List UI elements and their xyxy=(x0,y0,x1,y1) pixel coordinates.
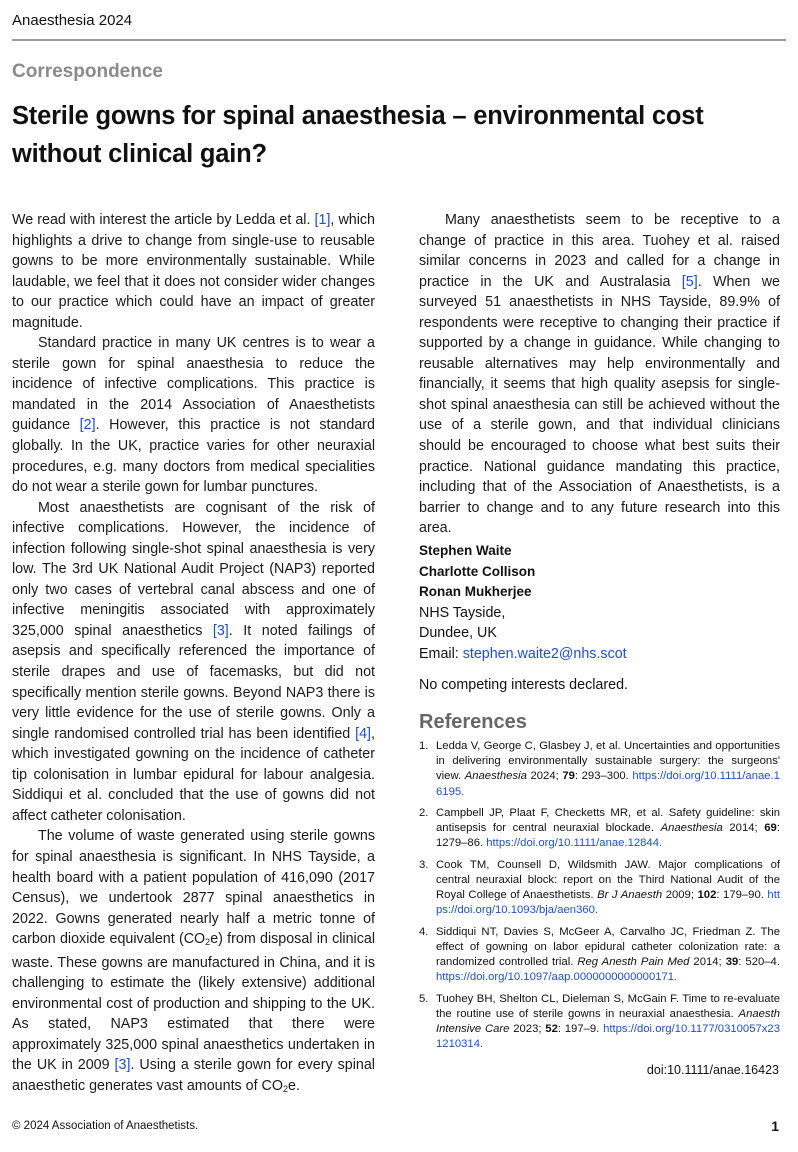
citation-link[interactable]: [3] xyxy=(114,1057,131,1074)
author-name: Ronan Mukherjee xyxy=(419,584,532,599)
author-name: Stephen Waite xyxy=(419,543,512,558)
reference-doi-link[interactable]: https://doi.org/10.1177/0310057x231210314. xyxy=(436,1023,780,1051)
citation-link[interactable]: [2] xyxy=(79,417,96,434)
email-link[interactable]: stephen.waite2@nhs.scot xyxy=(462,645,627,662)
author-name: Charlotte Collison xyxy=(419,563,536,579)
city: Dundee, UK xyxy=(419,625,497,641)
reference-list xyxy=(419,739,780,1059)
reference-doi-link[interactable]: https://doi.org/10.1111/anae.16195. xyxy=(436,770,780,798)
affiliation: NHS Tayside, xyxy=(419,604,506,621)
paragraph: Many anaesthetists seem to be receptive to a change of practice in this area. Tuohey et al. raised similar concerns in 2023 and called for a change in practice in the UK and Australasia [5]. When we surveyed 51 anaesthetists in NHS Tayside, 89.9% of respondents were receptive to changing their practice if supported by a change in guidance. While changing to reusable alternatives may help environmentally and financially, it seems that high quality asepsis for single-shot spinal anaesthesia can still be achieved without the use of a sterile gown, and that individual clinicians should be encouraged to choose what best suits their practice. National guidance mandating this practice, including that of the Association of Anaesthetists, is a barrier to change and to any future research into this area. xyxy=(419,212,780,537)
header-divider xyxy=(12,39,786,41)
paragraph: Standard practice in many UK centres is to wear a sterile gown for spinal anaesthesia to reduce the incidence of infective complications. This practice is mandated in the 2014 Association of Anaesthetists guidance [2]. However, this practice is not standard globally. In the UK, practice varies for other neuraxial procedures, e.g. many doctors from medical specialities do not wear a sterile gown for lumbar punctures. xyxy=(12,335,375,496)
reference-item: 3. Cook TM, Counsell D, Wildsmith JAW. Major complications of central neuraxial block: report on the Third National Audit of the Royal College of Anaesthetists. Br J Anaesth 2009; 102: 179–90. https://doi.org/10.1093/bja/aen360. xyxy=(419,858,780,917)
copyright: © 2024 Association of Anaesthetists. xyxy=(12,1120,199,1132)
reference-item: 1. Ledda V, George C, Glasbey J, et al. Uncertainties and opportunities in delivering environmentally sustainable surgery: the surgeons' view. Anaesthesia 2024; 79: 293–300. https://doi.org/10.1111/anae.16195. xyxy=(419,740,780,798)
reference-doi-link[interactable]: https://doi.org/10.1093/bja/aen360. xyxy=(436,889,780,917)
citation-link[interactable]: [5] xyxy=(681,273,698,290)
paragraph: We read with interest the article by Ledda et al. [1], which highlights a drive to change from single-use to reusable gowns to be more environmentally sustainable. While laudable, we feel that it does not consider wider changes to our practice which could have an impact of greater magnitude. xyxy=(12,212,375,331)
journal-name: Anaesthesia 2024 xyxy=(12,12,133,29)
email-line: Email: stephen.waite2@nhs.scot xyxy=(419,645,627,662)
right-column xyxy=(419,210,780,539)
paragraph: The volume of waste generated using sterile gowns for spinal anaesthesia is significant. In NHS Tayside, a health board with a patient population of 416,090 (2017 Census), we undertook 2877 spinal anaesthetics in 2022. Gowns generated nearly half a metric tonne of carbon dioxide equivalent $(CO_2e)$ from disposal in clinical waste. These gowns are manufactured in China, and it is challenging to estimate the (likely extensive) additional environmental cost of production and shipping to the UK. As stated, NAP3 estimated that there were approximately 325,000 spinal anaesthetics undertaken in the UK in 2009 [3]. Using a sterile gown for every spinal anaesthetic generates vast amounts of $CO_2e$. xyxy=(12,828,375,1094)
reference-doi-link[interactable]: https://doi.org/10.1097/aap.0000000000000171. xyxy=(436,971,678,984)
reference-item: 5. Tuohey BH, Shelton CL, Dieleman S, McGain F. Time to re-evaluate the routine use of sterile gowns in neuraxial anaesthesia. Anaesth Intensive Care 2023; 52: 197–9. https://doi.org/10.1177/0310057x231210314. xyxy=(419,992,780,1051)
author-block xyxy=(419,541,780,664)
page-number: 1 xyxy=(771,1118,779,1134)
article-doi: doi:10.1111/anae.16423 xyxy=(646,1063,779,1077)
left-column xyxy=(12,210,375,1100)
citation-link[interactable]: [4] xyxy=(355,725,372,742)
paragraph: Most anaesthetists are cognisant of the risk of infective complications. However, the incidence of infection following single-shot spinal anaesthesia is very low. The 3rd UK National Audit Project (NAP3) reported only two cases of vertebral canal abscess and one of infective meningitis associated with approximately 325,000 spinal anaesthetics [3]. It noted failings of asepsis and specifically referenced the importance of sterile drapes and use of facemasks, but did not specifically mention sterile gowns. Beyond NAP3 there is very little evidence for the use of sterile gowns. Only a single randomised controlled trial has been identified [4], which investigated gowning on the incidence of catheter tip colonisation in lumbar epidural for labour analgesia. Siddiqui et al. concluded that the use of gowns did not affect catheter colonisation. xyxy=(12,499,375,824)
competing-interests: No competing interests declared. xyxy=(419,677,629,693)
citation-link[interactable]: [3] xyxy=(212,622,229,639)
reference-item: 4. Siddiqui NT, Davies S, McGeer A, Carvalho JC, Friedman Z. The effect of gowning on labor epidural catheter colonization rate: a randomized controlled trial. Reg Anesth Pain Med 2014; 39: 520–4. https://doi.org/10.1097/aap.0000000000000171. xyxy=(419,925,780,984)
reference-item: 2. Campbell JP, Plaat F, Checketts MR, et al. Safety guideline: skin antisepsis for central neuraxial blockade. Anaesthesia 2014; 69: 1279–86. https://doi.org/10.1111/anae.12844. xyxy=(419,807,780,850)
references-heading: References xyxy=(419,711,527,733)
article-title: Sterile gowns for spinal anaesthesia – environmental cost without clinical gain? xyxy=(12,102,704,168)
section-label: Correspondence xyxy=(12,61,163,82)
citation-link[interactable]: [1] xyxy=(314,212,331,228)
reference-doi-link[interactable]: https://doi.org/10.1111/anae.12844. xyxy=(486,837,663,850)
